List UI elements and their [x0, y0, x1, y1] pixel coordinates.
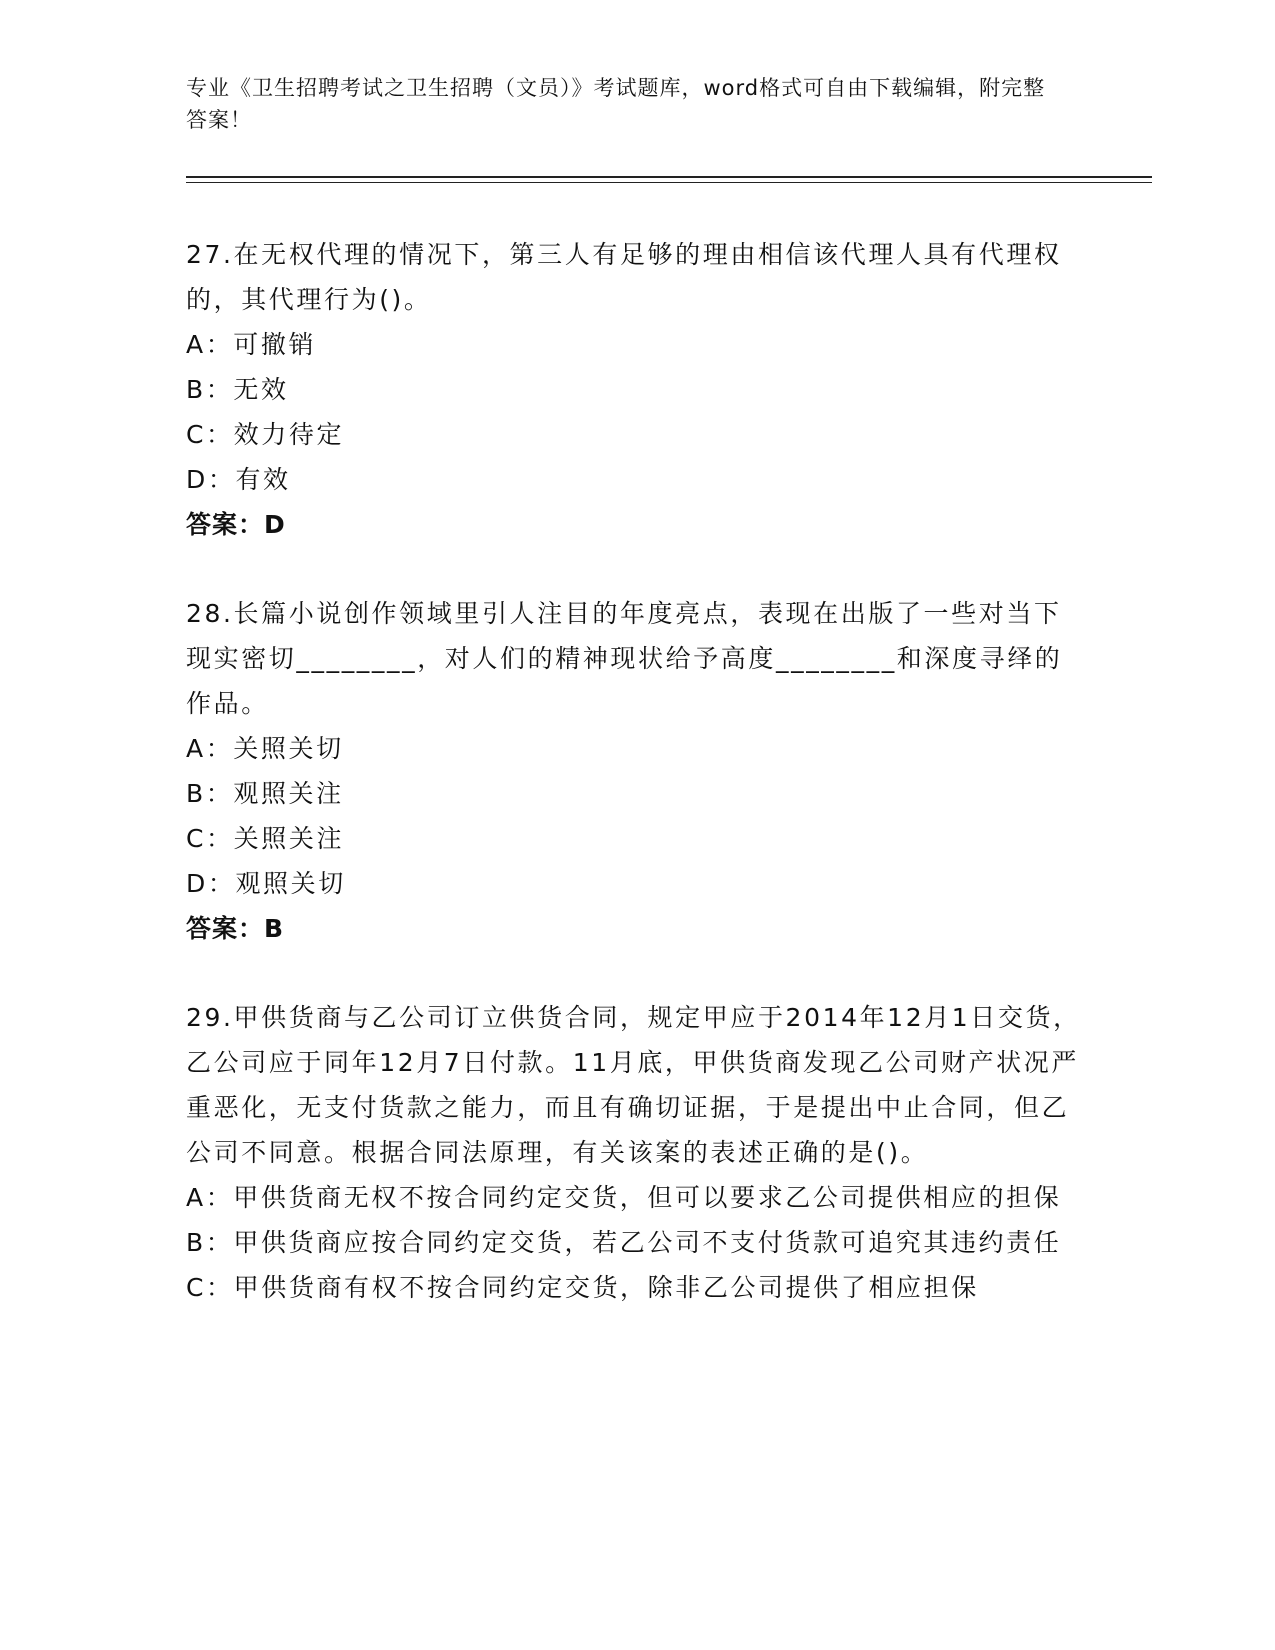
- header-divider-thick: [186, 176, 1152, 178]
- option-d: D：有效: [186, 465, 291, 494]
- question-text: 28.长篇小说创作领域里引人注目的年度亮点，表现在出版了一些对当下现实密切________，对人们的精神现状给予高度________和深度寻绎的作品。: [186, 599, 1063, 718]
- option-a: A：可撤销: [186, 330, 317, 359]
- option-c: C：甲供货商有权不按合同约定交货，除非乙公司提供了相应担保: [186, 1273, 979, 1302]
- answer: 答案：B: [186, 914, 285, 943]
- question-28: [186, 591, 1086, 951]
- option-b: B：观照关注: [186, 779, 344, 808]
- option-b: B：甲供货商应按合同约定交货，若乙公司不支付货款可追究其违约责任: [186, 1228, 1062, 1257]
- option-b: B：无效: [186, 375, 289, 404]
- header-title: 专业《卫生招聘考试之卫生招聘（文员）》考试题库，word格式可自由下载编辑，附完整答案！: [186, 76, 1046, 132]
- answer: 答案：D: [186, 510, 286, 539]
- option-d: D：观照关切: [186, 869, 346, 898]
- question-text: 27.在无权代理的情况下，第三人有足够的理由相信该代理人具有代理权的，其代理行为()。: [186, 240, 1062, 314]
- option-c: C：关照关注: [186, 824, 345, 853]
- option-a: A：甲供货商无权不按合同约定交货，但可以要求乙公司提供相应的担保: [186, 1183, 1062, 1212]
- question-text: 29.甲供货商与乙公司订立供货合同，规定甲应于2014年12月1日交货，乙公司应于同年12月7日付款。11月底，甲供货商发现乙公司财产状况严重恶化，无支付货款之能力，而且有确切证据，于是提出中止合同，但乙公司不同意。根据合同法原理，有关该案的表述正确的是()。: [186, 1003, 1081, 1167]
- document-header: [186, 72, 1066, 136]
- option-c: C：效力待定: [186, 420, 345, 449]
- question-list: [186, 232, 1086, 1354]
- option-a: A：关照关切: [186, 734, 344, 763]
- question-27: [186, 232, 1086, 547]
- question-29: [186, 995, 1086, 1310]
- header-divider-thin: [186, 182, 1152, 183]
